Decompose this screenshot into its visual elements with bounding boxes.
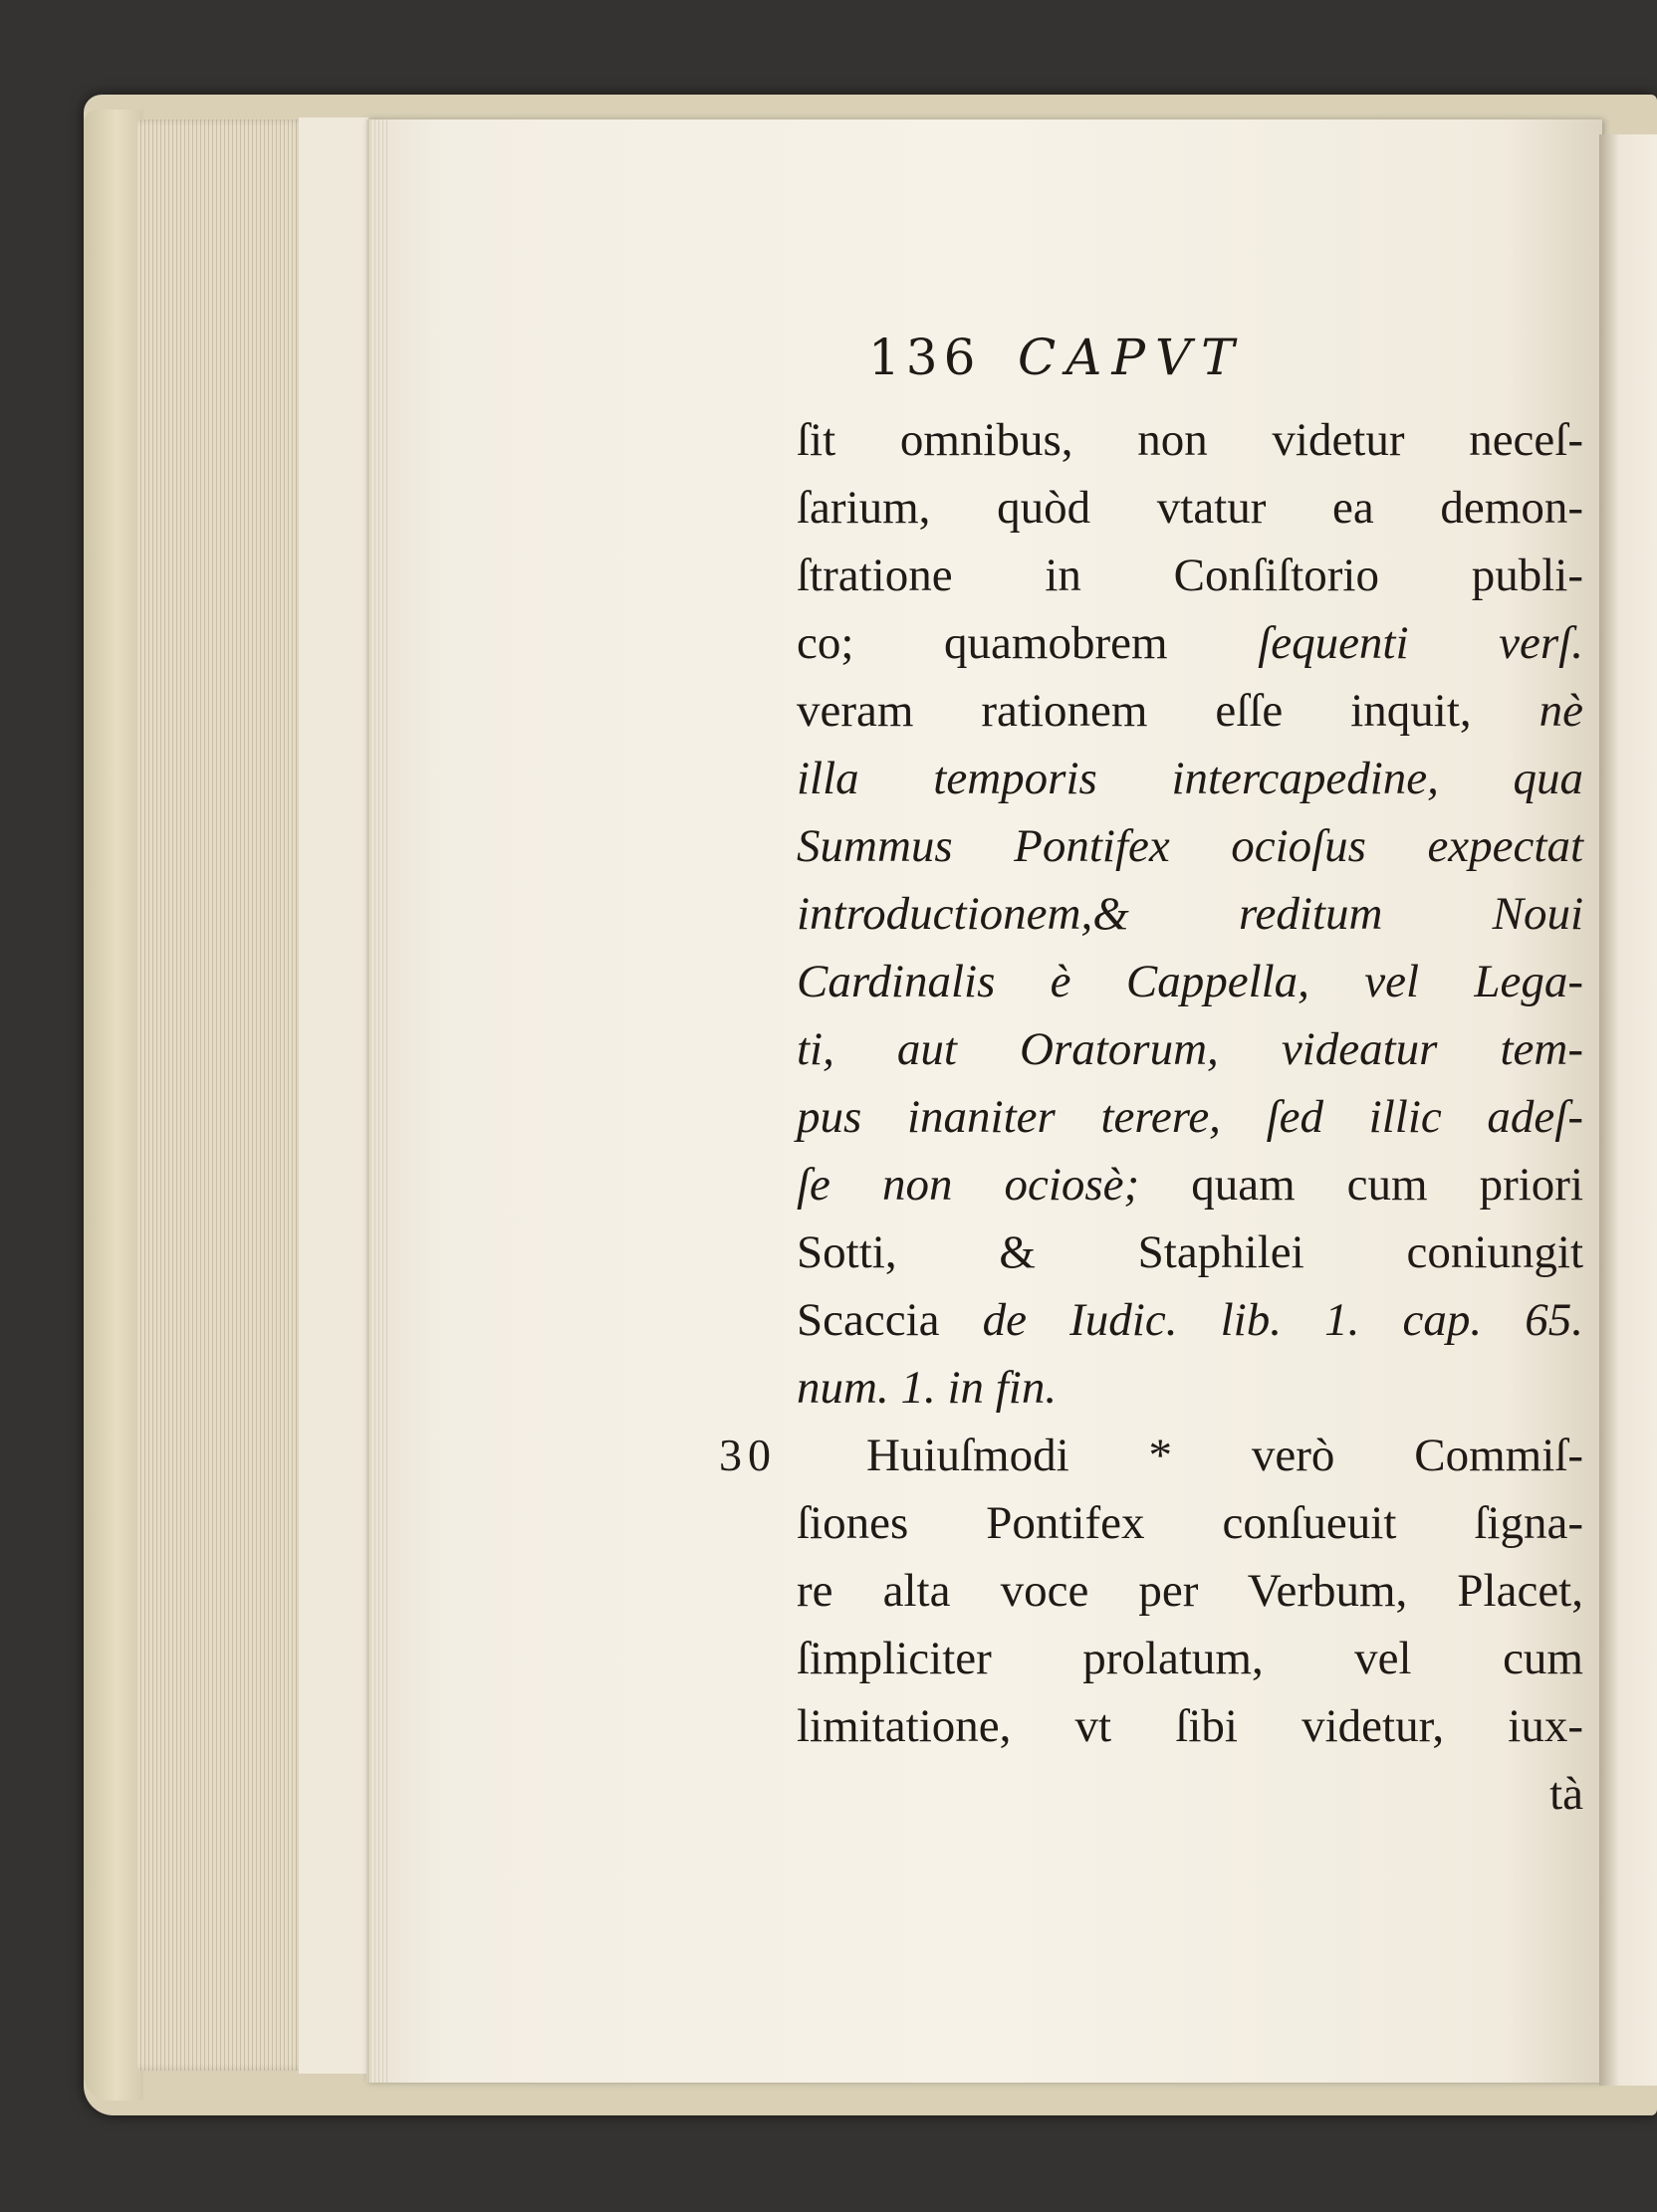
margin-number: 30 <box>719 1430 777 1480</box>
text-line: limitatione, vt ſibi videtur, iux- <box>797 1700 1583 1752</box>
facing-page-sliver <box>299 117 368 2074</box>
text-line: ti, aut Oratorum, videatur tem- <box>797 1023 1583 1075</box>
text-line: re alta voce per Verbum, Placet, <box>797 1565 1583 1617</box>
page-gutter-lines <box>366 119 388 2083</box>
book-spine-edge <box>84 110 143 2101</box>
text-line: ſtratione in Conſiſtorio publi- <box>797 550 1583 601</box>
text-line: Cardinalis è Cappella, vel Lega- <box>797 956 1583 1007</box>
folio-number: 136 <box>868 329 982 386</box>
page-stack-edges <box>137 119 307 2071</box>
text-line: veram rationem eſſe inquit, nè <box>797 685 1583 737</box>
text-line: ſarium, quòd vtatur ea demon- <box>797 482 1583 534</box>
text-line: Huiuſmodi * verò Commiſ- <box>866 1430 1583 1481</box>
text-line: Summus Pontifex ocioſus expectat <box>797 820 1583 872</box>
text-line: illa temporis intercapedine, qua <box>797 753 1583 804</box>
text-line: ſe non ociosè; quam cum priori <box>797 1159 1584 1211</box>
text-line: Sotti, & Staphilei coniungit <box>797 1226 1583 1278</box>
text-line: co; quamobrem ſequenti verſ. <box>797 617 1583 669</box>
text-line: pus inaniter terere, ſed illic adeſ- <box>797 1091 1583 1143</box>
text-line: num. 1. in fin. <box>797 1362 1058 1414</box>
next-page-sliver <box>1599 134 1657 2086</box>
text-line: ſiones Pontifex conſueuit ſigna- <box>797 1497 1583 1549</box>
running-title: CAPVT <box>1018 329 1245 386</box>
running-head <box>797 329 1583 398</box>
text-line: ſit omnibus, non videtur neceſ- <box>797 414 1583 466</box>
text-line: introductionem,& reditum Noui <box>797 888 1583 940</box>
text-line: Scaccia de Iudic. lib. 1. cap. 65. <box>797 1294 1583 1346</box>
catchword: tà <box>1549 1768 1583 1820</box>
text-line: ſimpliciter prolatum, vel cum <box>797 1633 1583 1684</box>
